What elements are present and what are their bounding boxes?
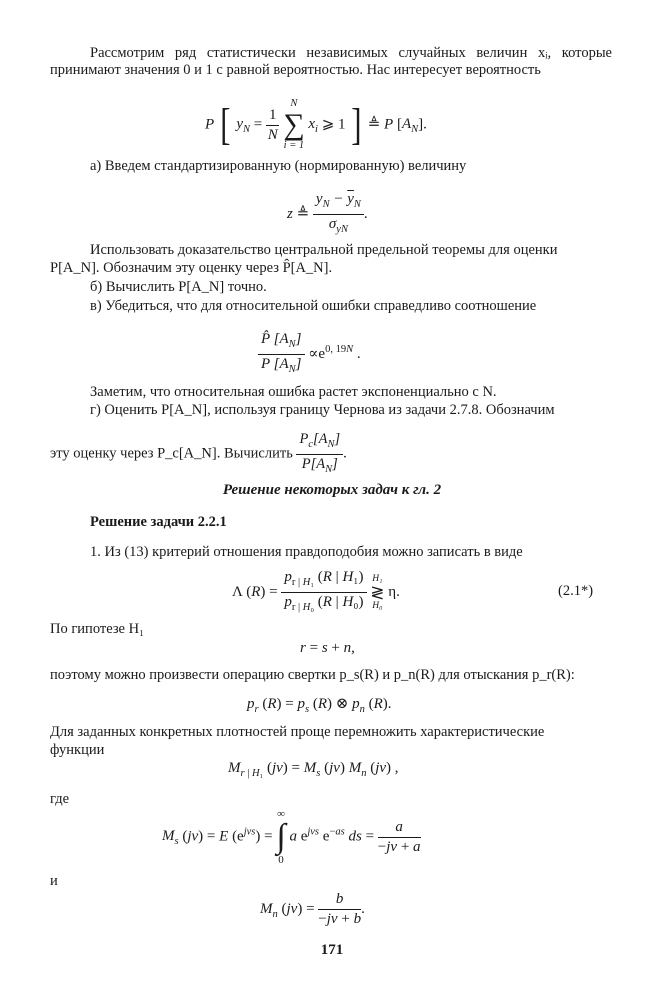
char-line-1: Для заданных конкретных плотностей проще перемножить характеристические	[50, 724, 545, 740]
equation-mn: $M_n$ (jv) = $\frac{b}{-jv + b}$ .	[260, 891, 365, 927]
equation-relative-error: $\frac{P̂ [A_N]}{P [A_N]}$ $\propto e^{0, 19N}$ .	[258, 330, 361, 379]
equation-characteristic: $M_{r | H_1}$ $(jv) = M_s$ (jv) $M_n$ (jv) ,	[228, 760, 399, 779]
item-g-line2: эту оценку через P_c[A_N]. Вычислить $\frac{P_c[A_N]}{P[A_N]}$ .	[50, 430, 347, 479]
chernoff-ratio: $\frac{P_c[A_N]}{P[A_N]}$	[296, 430, 343, 479]
hypothesis-line: По гипотезе H₁	[50, 621, 145, 637]
equation-convolution: $p_r$ $(R) = p_s$ (R) ⊗ $p_n$ (R).	[247, 696, 392, 715]
item-b: б) Вычислить P[A_N] точно.	[90, 279, 267, 295]
item-a: а) Введем стандартизированную (нормированную) величину	[90, 158, 467, 174]
intro-text: Рассмотрим ряд статистически независимых случайных величин xᵢ, которые принимают значения 0 и 1 с равной вероятностью. Нас интересует вероятность	[50, 45, 612, 78]
intro-paragraph	[50, 45, 612, 79]
and-line: и	[50, 873, 58, 889]
clt-line-2: P[A_N]. Обозначим эту оценку через P̂[A_N].	[50, 260, 333, 276]
note-line: Заметим, что относительная ошибка растет экспоненциально с N.	[90, 384, 497, 400]
equation-standardized: z ≜ $\frac{y_N - \overline{y}_N}{\sigma_{yN}}$ .	[287, 191, 368, 235]
equation-probability: P [ $y_N$ = $\frac{1}{N}$ N ∑ i = 1 $x_i$ ⩾ 1 ] ≜ P $[A_N]$.	[205, 98, 427, 151]
char-line-2: функции	[50, 742, 105, 758]
solution-title: Решение задачи 2.2.1	[90, 514, 227, 530]
item-g: г) Оценить P[A_N], используя границу Чернова из задачи 2.7.8. Обозначим	[90, 402, 555, 418]
equation-sum: r = s + n,	[300, 640, 355, 656]
equation-ms: $M_s$ (jv) = E $(e^{jvs})$ = ∞ ∫ 0 a $e^{jvs}$ $e^{-as}$ ds = $\frac{a}{-jv + a}$	[162, 808, 421, 866]
page-number: 171	[320, 942, 344, 958]
equation-likelihood-ratio: Λ (R) = $\frac{p_{r | H_1} (R | H_1)}{p_{r | H_0} (R | H_0)}$ H₁ ≷ H₀ η.	[232, 569, 400, 613]
convolution-line: поэтому можно произвести операцию свертки p_s(R) и p_n(R) для отыскания p_r(R):	[50, 667, 575, 683]
section-title: Решение некоторых задач к гл. 2	[222, 482, 442, 498]
clt-line-1: Использовать доказательство центральной предельной теоремы для оценки	[90, 242, 558, 258]
item-v: в) Убедиться, что для относительной ошибки справедливо соотношение	[90, 298, 537, 314]
equation-number: (2.1*)	[558, 583, 594, 599]
solution-step-1: 1. Из (13) критерий отношения правдоподобия можно записать в виде	[90, 544, 523, 560]
where-line: где	[50, 791, 70, 807]
